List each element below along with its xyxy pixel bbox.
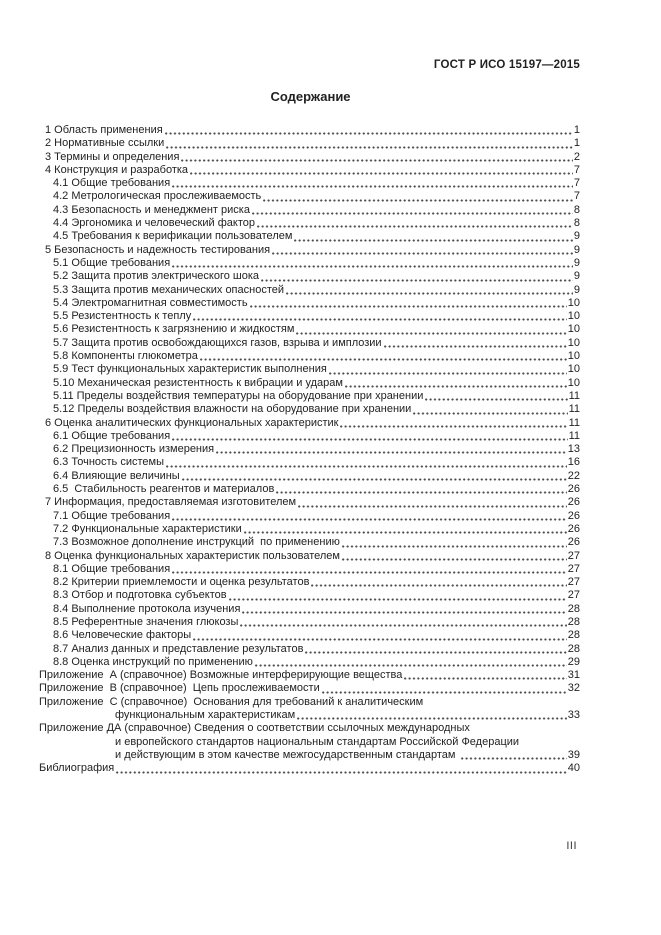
toc-entry-label: 8.4 Выполнение протокола изучения — [53, 602, 241, 615]
toc-entry-page: 27 — [567, 589, 580, 602]
toc-entry-label: 8 Оценка функциональных характеристик пользователем — [45, 549, 340, 562]
toc-entry-label: 5.11 Пределы воздействия температуры на оборудование при хранении — [53, 389, 424, 402]
toc-entry-page: 10 — [567, 296, 580, 309]
toc-entry-page: 11 — [568, 403, 580, 416]
page-number: III — [566, 840, 577, 852]
toc-entry-continuation — [39, 736, 580, 749]
toc-entry — [39, 297, 580, 310]
toc-entry-page: 28 — [567, 615, 580, 628]
toc-entry — [39, 270, 580, 283]
dot-leader — [244, 531, 567, 534]
dot-leader — [172, 265, 573, 268]
toc-entry-page: 10 — [567, 350, 580, 363]
toc-entry-label: 5.2 Защита против электрического шока — [53, 270, 260, 283]
toc-entry — [39, 390, 580, 403]
toc-entry-page: 8 — [573, 217, 580, 230]
toc-entry-label: 5.7 Защита против освобождающихся газов, взрыва и имплозии — [53, 336, 382, 349]
dot-leader — [296, 332, 566, 335]
toc-entry — [39, 230, 580, 243]
toc-entry-label: 6.4 Влияющие величины — [53, 469, 180, 482]
dot-leader — [166, 146, 573, 149]
toc-entry-label: 8.7 Анализ данных и представление результатов — [53, 642, 304, 655]
toc-entry — [39, 550, 580, 563]
toc-entry-page: 27 — [567, 549, 580, 562]
toc-entry-page: 26 — [567, 496, 580, 509]
toc-entry-label: 8.3 Отбор и подготовка субъектов — [53, 589, 227, 602]
toc-entry-page: 28 — [567, 629, 580, 642]
dot-leader — [165, 132, 573, 135]
dot-leader — [193, 318, 567, 321]
dot-leader — [193, 638, 567, 641]
dot-leader — [200, 358, 567, 361]
toc-entry-page: 13 — [567, 443, 580, 456]
dot-leader — [261, 279, 573, 282]
dot-leader — [384, 345, 567, 348]
toc-entry-label: 6.2 Прецизионность измерения — [53, 443, 215, 456]
dot-leader — [229, 598, 567, 601]
toc-entry-label: Библиография — [39, 762, 115, 775]
dot-leader — [329, 372, 567, 375]
dot-leader — [182, 478, 567, 481]
dot-leader — [342, 558, 567, 561]
toc-entry-label: 2 Нормативные ссылки — [45, 137, 165, 150]
toc-entry-label: 4.4 Эргономика и человеческий фактор — [53, 217, 255, 230]
toc-entry-label: функциональным характеристикам — [115, 709, 296, 722]
toc-entry-page: 11 — [568, 389, 580, 402]
toc-entry-page: 7 — [573, 190, 580, 203]
toc-entry — [39, 563, 580, 576]
toc-entry — [39, 403, 580, 416]
toc-entry-label: 8.1 Общие требования — [53, 562, 171, 575]
toc-entry — [39, 616, 580, 629]
toc-entry — [39, 350, 580, 363]
toc-entry — [39, 217, 580, 230]
toc-entry — [39, 151, 580, 164]
dot-leader — [311, 584, 566, 587]
toc-entry-label: 4.5 Требования к верификации пользователем — [53, 230, 293, 243]
toc-entry-label: 5.8 Компоненты глюкометра — [53, 350, 198, 363]
toc-entry — [39, 589, 580, 602]
toc-entry — [39, 137, 580, 150]
toc-entry-label: 6.3 Точность системы — [53, 456, 164, 469]
toc-entry-page: 26 — [567, 483, 580, 496]
toc-entry-page: 11 — [568, 429, 580, 442]
toc-entry-page: 27 — [567, 576, 580, 589]
toc-entry-page: 9 — [573, 243, 580, 256]
toc-entry-page: 2 — [573, 150, 580, 163]
toc-entry-page: 7 — [573, 163, 580, 176]
toc-entry-label: и европейского стандартов национальным стандартам Российской Федерации — [115, 735, 520, 748]
toc-entry-page: 26 — [567, 509, 580, 522]
toc-entry-page: 27 — [567, 562, 580, 575]
toc-entry-label: 8.2 Критерии приемлемости и оценка результатов — [53, 576, 310, 589]
toc-entry-page: 33 — [567, 709, 580, 722]
toc-entry — [39, 244, 580, 257]
toc-entry-label: 5.10 Механическая резистентность к вибрации и ударам — [53, 376, 343, 389]
toc-entry — [39, 629, 580, 642]
toc-entry — [39, 576, 580, 589]
dot-leader — [461, 757, 567, 760]
dot-leader — [297, 717, 567, 720]
toc-entry — [39, 284, 580, 297]
toc-entry-page: 10 — [567, 310, 580, 323]
toc-entry-label: 7.2 Функциональные характеристики — [53, 522, 242, 535]
toc-entry-page: 22 — [567, 469, 580, 482]
toc-entry-label: 3 Термины и определения — [45, 150, 180, 163]
dot-leader — [340, 425, 567, 428]
toc-entry-page: 9 — [573, 230, 580, 243]
toc-entry-label: Приложение В (справочное) Цепь прослеживаемости — [39, 682, 320, 695]
toc-entry-label: 5.12 Пределы воздействия влажности на оборудование при хранении — [53, 403, 412, 416]
toc-entry-page: 40 — [567, 762, 580, 775]
toc-entry-page: 1 — [573, 137, 580, 150]
toc-entry-label: 4.3 Безопасность и менеджмент риска — [53, 203, 250, 216]
toc-entry-page: 8 — [573, 203, 580, 216]
toc-entry — [39, 310, 580, 323]
toc-entry-page: 10 — [567, 363, 580, 376]
toc-entry — [39, 536, 580, 549]
dot-leader — [294, 239, 572, 242]
toc-entry-page: 9 — [573, 270, 580, 283]
toc-entry-label: 7 Информация, предоставляемая изготовителем — [45, 496, 297, 509]
toc-entry — [39, 510, 580, 523]
dot-leader — [252, 212, 573, 215]
dot-leader — [404, 677, 566, 680]
document-header: ГОСТ Р ИСО 15197—2015 — [433, 59, 580, 71]
toc-entry — [39, 496, 580, 509]
toc-entry-label: 5.9 Тест функциональных характеристик выполнения — [53, 363, 327, 376]
toc-entry-label: 4 Конструкция и разработка — [45, 163, 189, 176]
toc-entry — [39, 443, 580, 456]
toc-entry — [39, 696, 580, 709]
toc-entry — [39, 656, 580, 669]
toc-entry-label: 1 Область применения — [45, 124, 163, 136]
dot-leader — [305, 651, 566, 654]
toc-entry — [39, 682, 580, 695]
toc-entry — [39, 456, 580, 469]
dot-leader — [172, 518, 567, 521]
dot-leader — [255, 664, 567, 667]
toc-entry — [39, 643, 580, 656]
toc-entry-page: 28 — [567, 642, 580, 655]
toc-entry-label: 6 Оценка аналитических функциональных характеристик — [45, 416, 339, 429]
toc-entry-label: и действующим в этом качестве межгосударственным стандартам — [115, 748, 459, 761]
toc-entry — [39, 204, 580, 217]
toc-entry — [39, 430, 580, 443]
toc-entry-continuation — [39, 709, 580, 722]
dot-leader — [181, 159, 572, 162]
dot-leader — [272, 252, 573, 255]
toc-entry-page: 39 — [567, 748, 580, 761]
toc-entry — [39, 417, 580, 430]
toc-entry-page: 32 — [567, 682, 580, 695]
dot-leader — [342, 545, 567, 548]
dot-leader — [242, 611, 566, 614]
toc-entry-label: 8.6 Человеческие факторы — [53, 629, 192, 642]
toc-entry-page: 11 — [568, 416, 580, 429]
toc-entry-label: Приложение С (справочное) Основания для требований к аналитическим — [39, 695, 424, 708]
dot-leader — [216, 451, 567, 454]
toc-entry-page: 29 — [567, 655, 580, 668]
toc-entry-page: 7 — [573, 177, 580, 190]
toc-entry-label: 7.3 Возможное дополнение инструкций по применению — [53, 536, 340, 549]
toc-entry-page: 1 — [573, 124, 580, 136]
toc-entry — [39, 190, 580, 203]
toc-entry — [39, 523, 580, 536]
toc-entry — [39, 762, 580, 775]
toc-entry-label: 5.6 Резистентность к загрязнению и жидкостям — [53, 323, 295, 336]
toc-entry-page: 9 — [573, 256, 580, 269]
toc-entry-page: 31 — [567, 669, 580, 682]
dot-leader — [298, 505, 567, 508]
dot-leader — [116, 771, 567, 774]
page-title: Содержание — [270, 89, 351, 104]
toc-entry — [39, 257, 580, 270]
toc-entry-label: 5.1 Общие требования — [53, 256, 171, 269]
toc-entry-label: 6.1 Общие требования — [53, 429, 171, 442]
toc-entry — [39, 603, 580, 616]
dot-leader — [425, 398, 567, 401]
dot-leader — [250, 305, 567, 308]
dot-leader — [172, 438, 567, 441]
toc-entry — [39, 377, 580, 390]
dot-leader — [276, 491, 566, 494]
dot-leader — [263, 199, 573, 202]
toc-entry — [39, 164, 580, 177]
toc-entry-label: 5 Безопасность и надежность тестирования — [45, 243, 271, 256]
toc-entry-page: 10 — [567, 376, 580, 389]
toc-entry-label: 4.1 Общие требования — [53, 177, 171, 190]
toc-entry — [39, 483, 580, 496]
toc-entry — [39, 337, 580, 350]
toc-entry — [39, 669, 580, 682]
toc-entry-label: 4.2 Метрологическая прослеживаемость — [53, 190, 262, 203]
toc-list — [39, 124, 580, 776]
dot-leader — [413, 412, 567, 415]
dot-leader — [322, 691, 567, 694]
toc-entry-label: 5.5 Резистентность к теплу — [53, 310, 192, 323]
toc-entry — [39, 363, 580, 376]
toc-entry-page: 10 — [567, 323, 580, 336]
toc-entry-page: 28 — [567, 602, 580, 615]
dot-leader — [345, 385, 567, 388]
toc-entry-label: 5.4 Электромагнитная совместимость — [53, 296, 248, 309]
toc-entry-label: 5.3 Защита против механических опасностей — [53, 283, 284, 296]
toc-entry-continuation — [39, 749, 580, 762]
dot-leader — [190, 172, 573, 175]
dot-leader — [166, 465, 567, 468]
toc-entry — [39, 722, 580, 735]
toc-entry-page: 26 — [567, 522, 580, 535]
dot-leader — [286, 292, 573, 295]
toc-entry-page: 10 — [567, 336, 580, 349]
toc-entry-page: 16 — [567, 456, 580, 469]
toc-entry — [39, 323, 580, 336]
toc-entry-label: 6.5 Стабильность реагентов и материалов — [53, 483, 275, 496]
toc-entry — [39, 177, 580, 190]
dot-leader — [172, 185, 573, 188]
toc-entry-page: 9 — [573, 283, 580, 296]
toc-entry-label: 8.5 Референтные значения глюкозы — [53, 615, 239, 628]
toc-entry-label: 8.8 Оценка инструкций по применению — [53, 655, 253, 668]
toc-entry-label: Приложение ДА (справочное) Сведения о соответствии ссылочных международных — [39, 722, 470, 735]
dot-leader — [172, 571, 567, 574]
toc-entry-label: Приложение А (справочное) Возможные интерферирующие вещества — [39, 669, 403, 682]
toc-entry — [39, 470, 580, 483]
dot-leader — [240, 624, 566, 627]
toc-entry-page: 26 — [567, 536, 580, 549]
toc-entry-label: 7.1 Общие требования — [53, 509, 171, 522]
toc-entry — [39, 124, 580, 137]
dot-leader — [257, 225, 573, 228]
